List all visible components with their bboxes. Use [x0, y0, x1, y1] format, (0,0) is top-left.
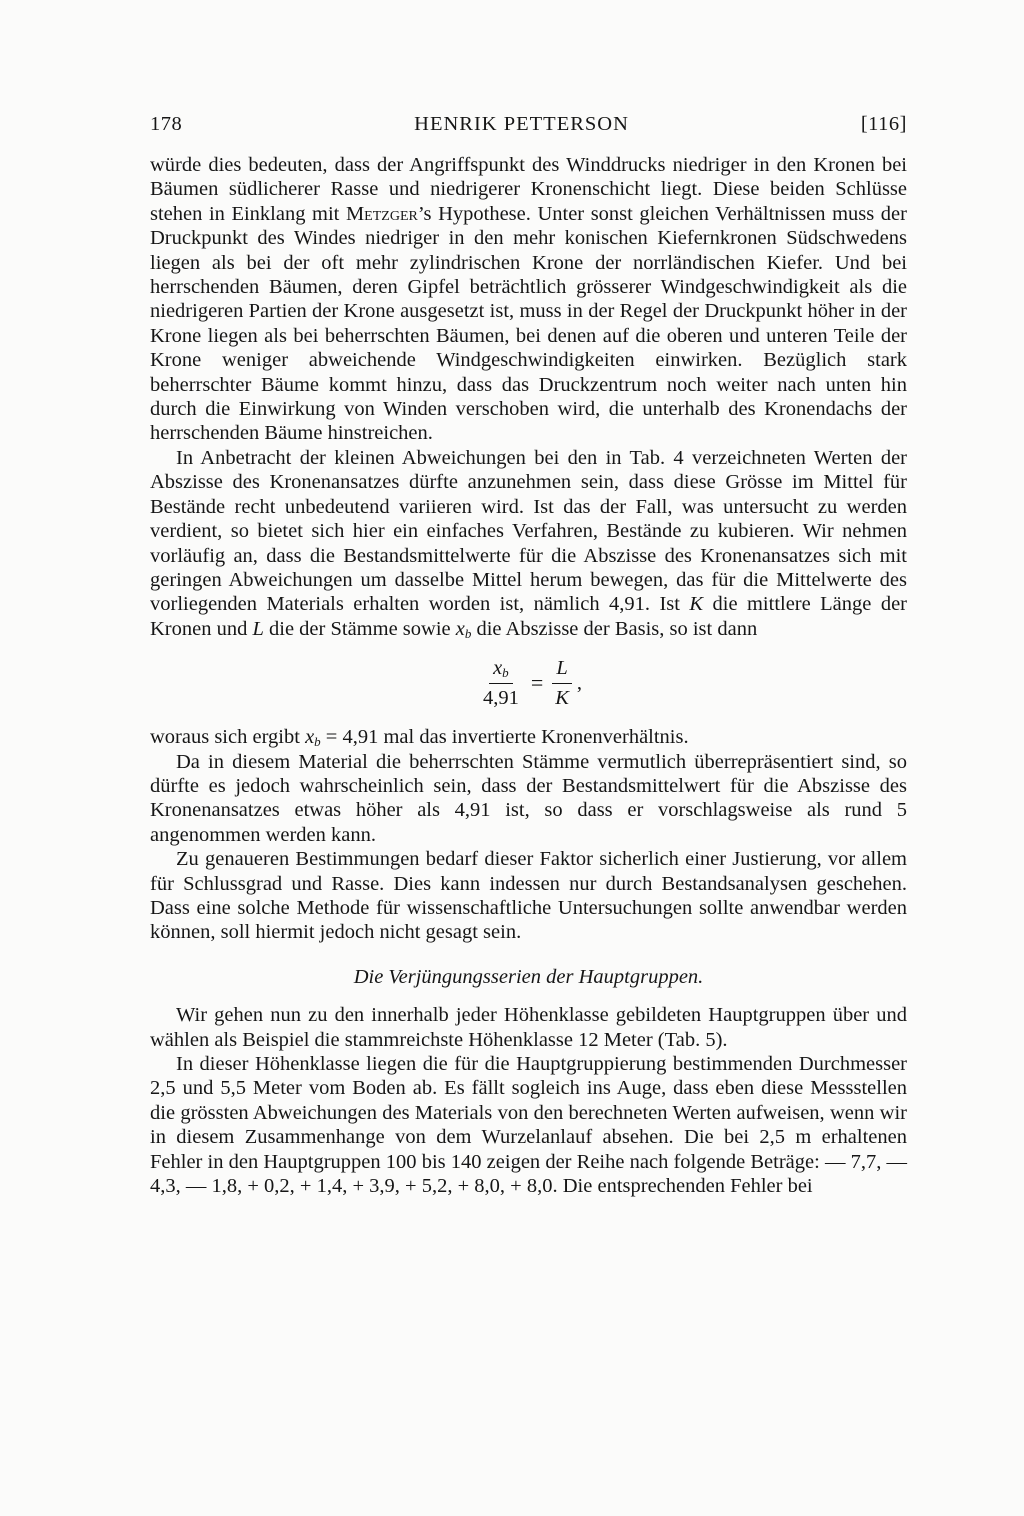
section-heading: Die Verjüngungsserien der Hauptgruppen.: [353, 965, 704, 988]
paragraph-7: In dieser Höhenklasse liegen die für die Hauptgruppierung bestimmenden Durchmesser 2,5 und 5,5 Meter vom Boden ab. Es fällt sogleich ins Auge, dass eben diese Messstellen die grössten Abweichungen des Materials von den berechneten Werten aufweisen, wenn wir in diesem Zusammenhange von dem Wurzelanlauf absehen. Die bei 2,5 m erhaltenen Fehler in den Hauptgruppen 100 bis 140 zeigen der Reihe nach folgende Beträge: — 7,7, — 4,3, — 1,8, + 0,2, + 1,4, + 3,9, + 5,2, + 8,0, + 8,0. Die entsprechenden Fehler bei: [150, 1053, 907, 1198]
paragraph-2: In Anbetracht der kleinen Abweichungen bei den in Tab. 4 verzeichneten Werten der Abszisse des Kronenansatzes dürfte anzunehmen sein, dass diese Grösse im Mittel für Bestände recht unbedeutend variieren wird. Ist das der Fall, was untersucht zu werden verdient, so bietet sich hier ein einfaches Verfahren, Bestände zu kubieren. Wir nehmen vorläufig an, dass die Bestandsmittelwerte für die Abszisse des Kronenansatzes sich mit geringen Abweichungen um dasselbe Mittel herum bewegen, das für die Mittelwerte des vorliegenden Materials erhalten worden ist, nämlich 4,91. Ist K die mittlere Länge der Kronen und L die der Stämme sowie $x_b$ die Abszisse der Basis, so ist dann: [150, 446, 907, 641]
running-title: HENRIK PETTERSON: [414, 113, 629, 135]
bracket-number: [116]: [860, 113, 907, 135]
body-text: [150, 153, 907, 1198]
running-header: [150, 113, 907, 153]
fraction-right: $\frac{L}{K}$: [551, 656, 573, 710]
paragraph-5: Zu genaueren Bestimmungen bedarf dieser Faktor sicherlich einer Justierung, vor allem für Schlussgrad und Rasse. Dies kann indessen nur durch Bestandsanalysen geschehen. Dass eine solche Methode für wissenschaftliche Untersuchungen sollte anwendbar werden können, soll hiermit jedoch nicht gesagt sein.: [150, 848, 907, 944]
paragraph-3: woraus sich ergibt $x_b = 4,91$ mal das invertierte Kronenverhältnis.: [150, 726, 689, 750]
paragraph-6: Wir gehen nun zu den innerhalb jeder Höhenklasse gebildeten Hauptgruppen über und wählen als Beispiel die stammreichste Höhenklasse 12 Meter (Tab. 5).: [150, 1004, 907, 1051]
paragraph-1: würde dies bedeuten, dass der Angriffspunkt des Winddrucks niedriger in den Kronen bei Bäumen südlicherer Rasse und niedrigerer Kronenschicht liegt. Diese beiden Schlüsse stehen in Einklang mit Metzger’s Hypothese. Unter sonst gleichen Verhältnissen muss der Druckpunkt des Windes niedriger in den mehr konischen Kiefernkronen Südschwedens liegen als bei der oft mehr zylindrischen Krone der norrländischen Kiefer. Und bei herrschenden Bäumen, deren Gipfel beträchtlich grösserer Windgeschwindigkeit als die niedrigeren Partien der Krone ausgesetzt ist, muss in der Regel der Druckpunkt höher in der Krone liegen als bei beherrschten Bäumen, bei denen auf die oberen und unteren Teile der Krone weniger abweichende Windgeschwindigkeiten einwirken. Bezüglich stark beherrschter Bäume kommt hinzu, dass das Druckzentrum noch weiter nach unten hin durch die Einwirkung von Winden verschoben wird, die unterhalb des Kronendachs der herrschenden Bäume hinstreichen.: [150, 154, 907, 445]
fraction-left: $\frac{x_b}{4,91}$: [482, 657, 519, 709]
page-number: 178: [150, 113, 183, 135]
paragraph-4: Da in diesem Material die beherrschten Stämme vermutlich überrepräsentiert sind, so dürfte es jedoch wahrscheinlich sein, dass der Bestandsmittelwert für die Abszisse des Kronenansatzes etwas höher als 4,91 ist, so dass er vorschlagsweise als rund 5 angenommen werden kann.: [150, 750, 907, 846]
formula: $\frac{x_b}{4,91}$ = $\frac{L}{K}$ ,: [150, 641, 907, 725]
equals-sign: =: [530, 669, 544, 695]
page: [150, 113, 907, 1198]
author-name: Metzger: [345, 202, 418, 225]
